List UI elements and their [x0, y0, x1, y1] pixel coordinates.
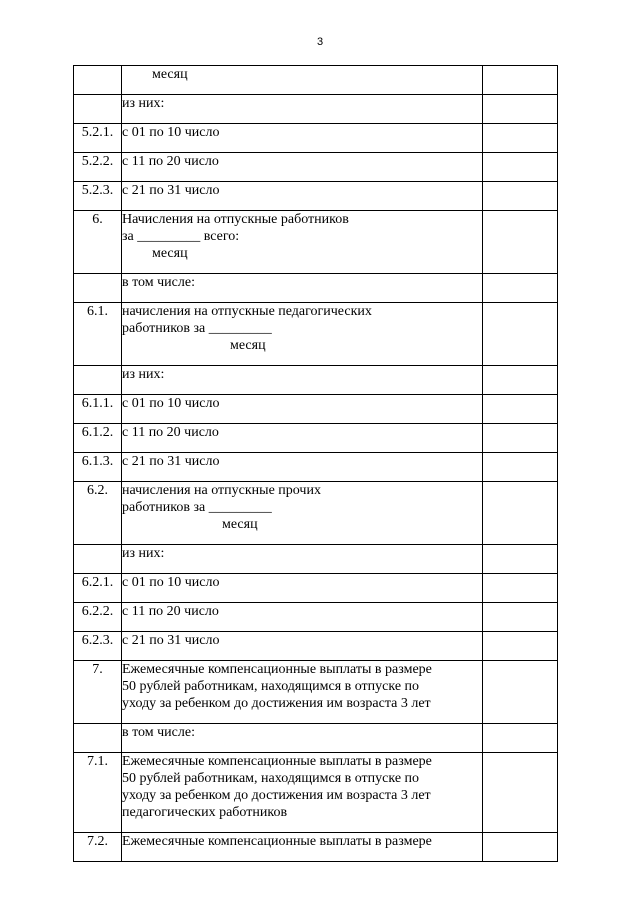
table-row — [74, 545, 558, 574]
row-description — [122, 124, 483, 153]
table-row — [74, 182, 558, 211]
description-line: месяц — [222, 517, 258, 532]
value-cell[interactable] — [483, 211, 558, 274]
description-line: в том числе: — [122, 275, 195, 290]
table-row — [74, 66, 558, 95]
description-line: в том числе: — [122, 725, 195, 740]
description-line: за _________ всего: — [122, 229, 240, 244]
description-line: педагогических работников — [122, 805, 288, 820]
row-description — [122, 833, 483, 862]
row-description — [122, 274, 483, 303]
row-description — [122, 482, 483, 545]
table-row — [74, 95, 558, 124]
row-number: 5.2.2. — [74, 153, 122, 182]
description-line: уходу за ребенком до достижения им возраста 3 лет — [122, 696, 431, 711]
table-row — [74, 603, 558, 632]
row-number — [74, 66, 122, 95]
row-description — [122, 632, 483, 661]
page-number: 3 — [316, 36, 324, 48]
row-description — [122, 395, 483, 424]
description-line: с 11 по 20 число — [122, 154, 219, 169]
row-description — [122, 211, 483, 274]
value-cell[interactable] — [483, 66, 558, 95]
value-cell[interactable] — [483, 724, 558, 753]
description-line: с 11 по 20 число — [122, 604, 219, 619]
description-line: из них: — [122, 546, 165, 561]
table-row — [74, 366, 558, 395]
value-cell[interactable] — [483, 274, 558, 303]
description-line: месяц — [230, 338, 266, 353]
description-line: начисления на отпускные прочих — [122, 483, 321, 498]
table-row — [74, 453, 558, 482]
description-line: из них: — [122, 96, 165, 111]
description-line: работников за _________ — [122, 321, 272, 336]
row-number — [74, 274, 122, 303]
row-description — [122, 574, 483, 603]
table-row — [74, 574, 558, 603]
row-description — [122, 424, 483, 453]
description-line: месяц — [152, 246, 188, 261]
table-row — [74, 753, 558, 833]
row-description — [122, 366, 483, 395]
row-number — [74, 366, 122, 395]
value-cell[interactable] — [483, 545, 558, 574]
description-line: уходу за ребенком до достижения им возраста 3 лет — [122, 788, 431, 803]
value-cell[interactable] — [483, 661, 558, 724]
table-row — [74, 632, 558, 661]
row-description — [122, 95, 483, 124]
row-number: 6.2.3. — [74, 632, 122, 661]
description-line: с 21 по 31 число — [122, 454, 220, 469]
table-row — [74, 303, 558, 366]
description-line: 50 рублей работникам, находящимся в отпуске по — [122, 771, 420, 786]
description-line: начисления на отпускные педагогических — [122, 304, 372, 319]
description-line: 50 рублей работникам, находящимся в отпуске по — [122, 679, 420, 694]
value-cell[interactable] — [483, 453, 558, 482]
table-row — [74, 424, 558, 453]
row-number: 6.2.1. — [74, 574, 122, 603]
row-number — [74, 545, 122, 574]
value-cell[interactable] — [483, 95, 558, 124]
row-description — [122, 661, 483, 724]
value-cell[interactable] — [483, 124, 558, 153]
table-row — [74, 124, 558, 153]
table-row — [74, 833, 558, 862]
value-cell[interactable] — [483, 366, 558, 395]
description-line: работников за _________ — [122, 500, 272, 515]
row-description — [122, 724, 483, 753]
row-number: 6.2. — [74, 482, 122, 545]
row-number: 5.2.1. — [74, 124, 122, 153]
row-description — [122, 153, 483, 182]
row-description — [122, 303, 483, 366]
row-number: 6. — [74, 211, 122, 274]
row-number: 6.1.2. — [74, 424, 122, 453]
description-line: с 01 по 10 число — [122, 125, 220, 140]
table-row — [74, 153, 558, 182]
value-cell[interactable] — [483, 603, 558, 632]
value-cell[interactable] — [483, 153, 558, 182]
description-line: Начисления на отпускные работников — [122, 212, 349, 227]
value-cell[interactable] — [483, 395, 558, 424]
row-description — [122, 66, 483, 95]
value-cell[interactable] — [483, 753, 558, 833]
row-number: 7.1. — [74, 753, 122, 833]
value-cell[interactable] — [483, 424, 558, 453]
row-number: 6.1. — [74, 303, 122, 366]
row-number: 6.1.3. — [74, 453, 122, 482]
row-number: 5.2.3. — [74, 182, 122, 211]
row-description — [122, 753, 483, 833]
row-number: 6.2.2. — [74, 603, 122, 632]
description-line: из них: — [122, 367, 165, 382]
description-line: месяц — [152, 67, 188, 82]
row-description — [122, 545, 483, 574]
row-number — [74, 724, 122, 753]
row-number: 7. — [74, 661, 122, 724]
table-row — [74, 724, 558, 753]
value-cell[interactable] — [483, 833, 558, 862]
table-row — [74, 395, 558, 424]
table-row — [74, 211, 558, 274]
description-line: Ежемесячные компенсационные выплаты в размере — [122, 834, 432, 849]
row-number: 7.2. — [74, 833, 122, 862]
value-cell[interactable] — [483, 632, 558, 661]
value-cell[interactable] — [483, 182, 558, 211]
row-number — [74, 95, 122, 124]
description-line: Ежемесячные компенсационные выплаты в размере — [122, 754, 432, 769]
description-line: с 21 по 31 число — [122, 633, 220, 648]
row-number: 6.1.1. — [74, 395, 122, 424]
table-row — [74, 661, 558, 724]
value-cell[interactable] — [483, 482, 558, 545]
value-cell[interactable] — [483, 303, 558, 366]
description-line: Ежемесячные компенсационные выплаты в размере — [122, 662, 432, 677]
table-row — [74, 274, 558, 303]
description-line: с 11 по 20 число — [122, 425, 219, 440]
row-description — [122, 603, 483, 632]
description-line: с 01 по 10 число — [122, 575, 220, 590]
row-description — [122, 182, 483, 211]
row-description — [122, 453, 483, 482]
value-cell[interactable] — [483, 574, 558, 603]
form-table — [73, 65, 558, 862]
table-row — [74, 482, 558, 545]
description-line: с 21 по 31 число — [122, 183, 220, 198]
description-line: с 01 по 10 число — [122, 396, 220, 411]
